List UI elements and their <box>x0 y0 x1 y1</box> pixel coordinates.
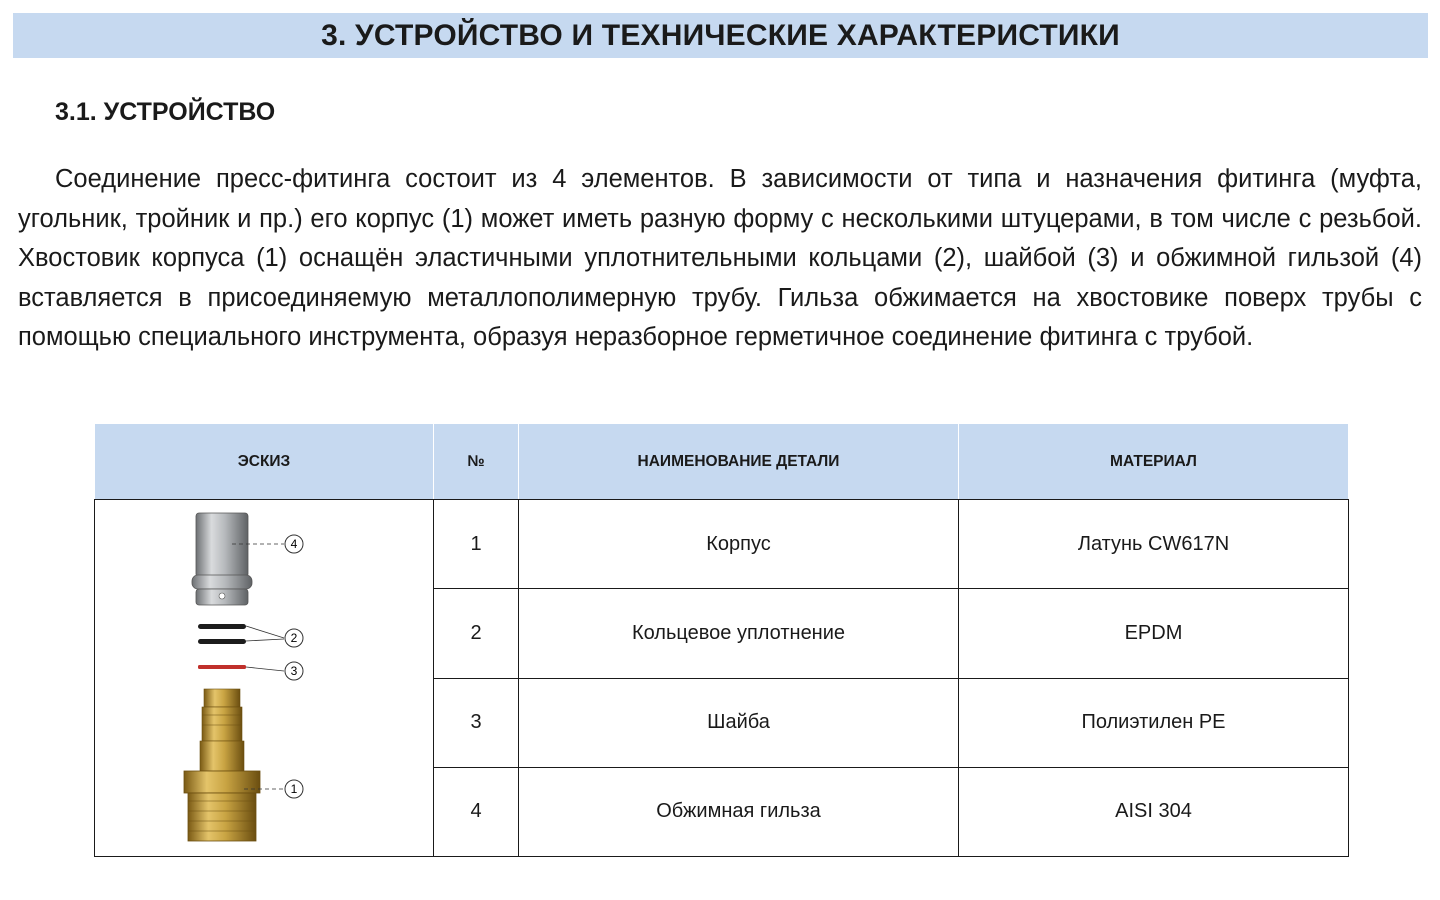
header-material: МАТЕРИАЛ <box>959 424 1349 500</box>
header-number: № <box>434 424 519 500</box>
page-title: 3. УСТРОЙСТВО И ТЕХНИЧЕСКИЕ ХАРАКТЕРИСТИКИ <box>321 18 1120 52</box>
sealing-rings-part <box>198 624 246 644</box>
row-number: 2 <box>434 589 519 678</box>
row-material: Полиэтилен PE <box>959 678 1349 767</box>
row-part-name: Корпус <box>519 500 959 589</box>
header-name: НАИМЕНОВАНИЕ ДЕТАЛИ <box>519 424 959 500</box>
row-material: AISI 304 <box>959 767 1349 856</box>
row-number: 3 <box>434 678 519 767</box>
table-header-row <box>95 424 1349 500</box>
row-number: 1 <box>434 500 519 589</box>
header-sketch: ЭСКИЗ <box>95 424 434 500</box>
fitting-exploded-diagram <box>174 503 354 853</box>
row-part-name: Обжимная гильза <box>519 767 959 856</box>
callout-2 <box>246 626 303 647</box>
row-part-name: Шайба <box>519 678 959 767</box>
callout-label-2: 2 <box>290 631 298 645</box>
crimp-sleeve-part <box>192 513 252 605</box>
section-title: 3.1. УСТРОЙСТВО <box>55 98 276 126</box>
sketch-cell <box>95 500 434 857</box>
callout-label-1: 1 <box>290 782 298 796</box>
callout-label-4: 4 <box>290 537 298 551</box>
section-paragraph: Соединение пресс-фитинга состоит из 4 элементов. В зависимости от типа и назначения фитинга (муфта, угольник, тройник и пр.) его корпус (1) может иметь разную форму с несколькими штуцерами, в том числе с резьбой. Хвостовик корпуса (1) оснащён эластичными уплотнительными кольцами (2), шайбой (3) и обжимной гильзой (4) вставляется в присоединяемую металлополимерную трубу. Гильза обжимается на хвостовике поверх трубы с помощью специального инструмента, образуя неразборное герметичное соединение фитинга с трубой. <box>18 165 1422 352</box>
parts-table <box>94 423 1349 857</box>
page-title-banner <box>13 13 1428 58</box>
callout-3 <box>246 662 303 680</box>
row-material: Латунь CW617N <box>959 500 1349 589</box>
fitting-body-part <box>184 689 260 841</box>
callout-label-3: 3 <box>290 664 298 678</box>
row-part-name: Кольцевое уплотнение <box>519 589 959 678</box>
table-row <box>95 500 1349 589</box>
row-material: EPDM <box>959 589 1349 678</box>
washer-part <box>198 665 246 669</box>
row-number: 4 <box>434 767 519 856</box>
